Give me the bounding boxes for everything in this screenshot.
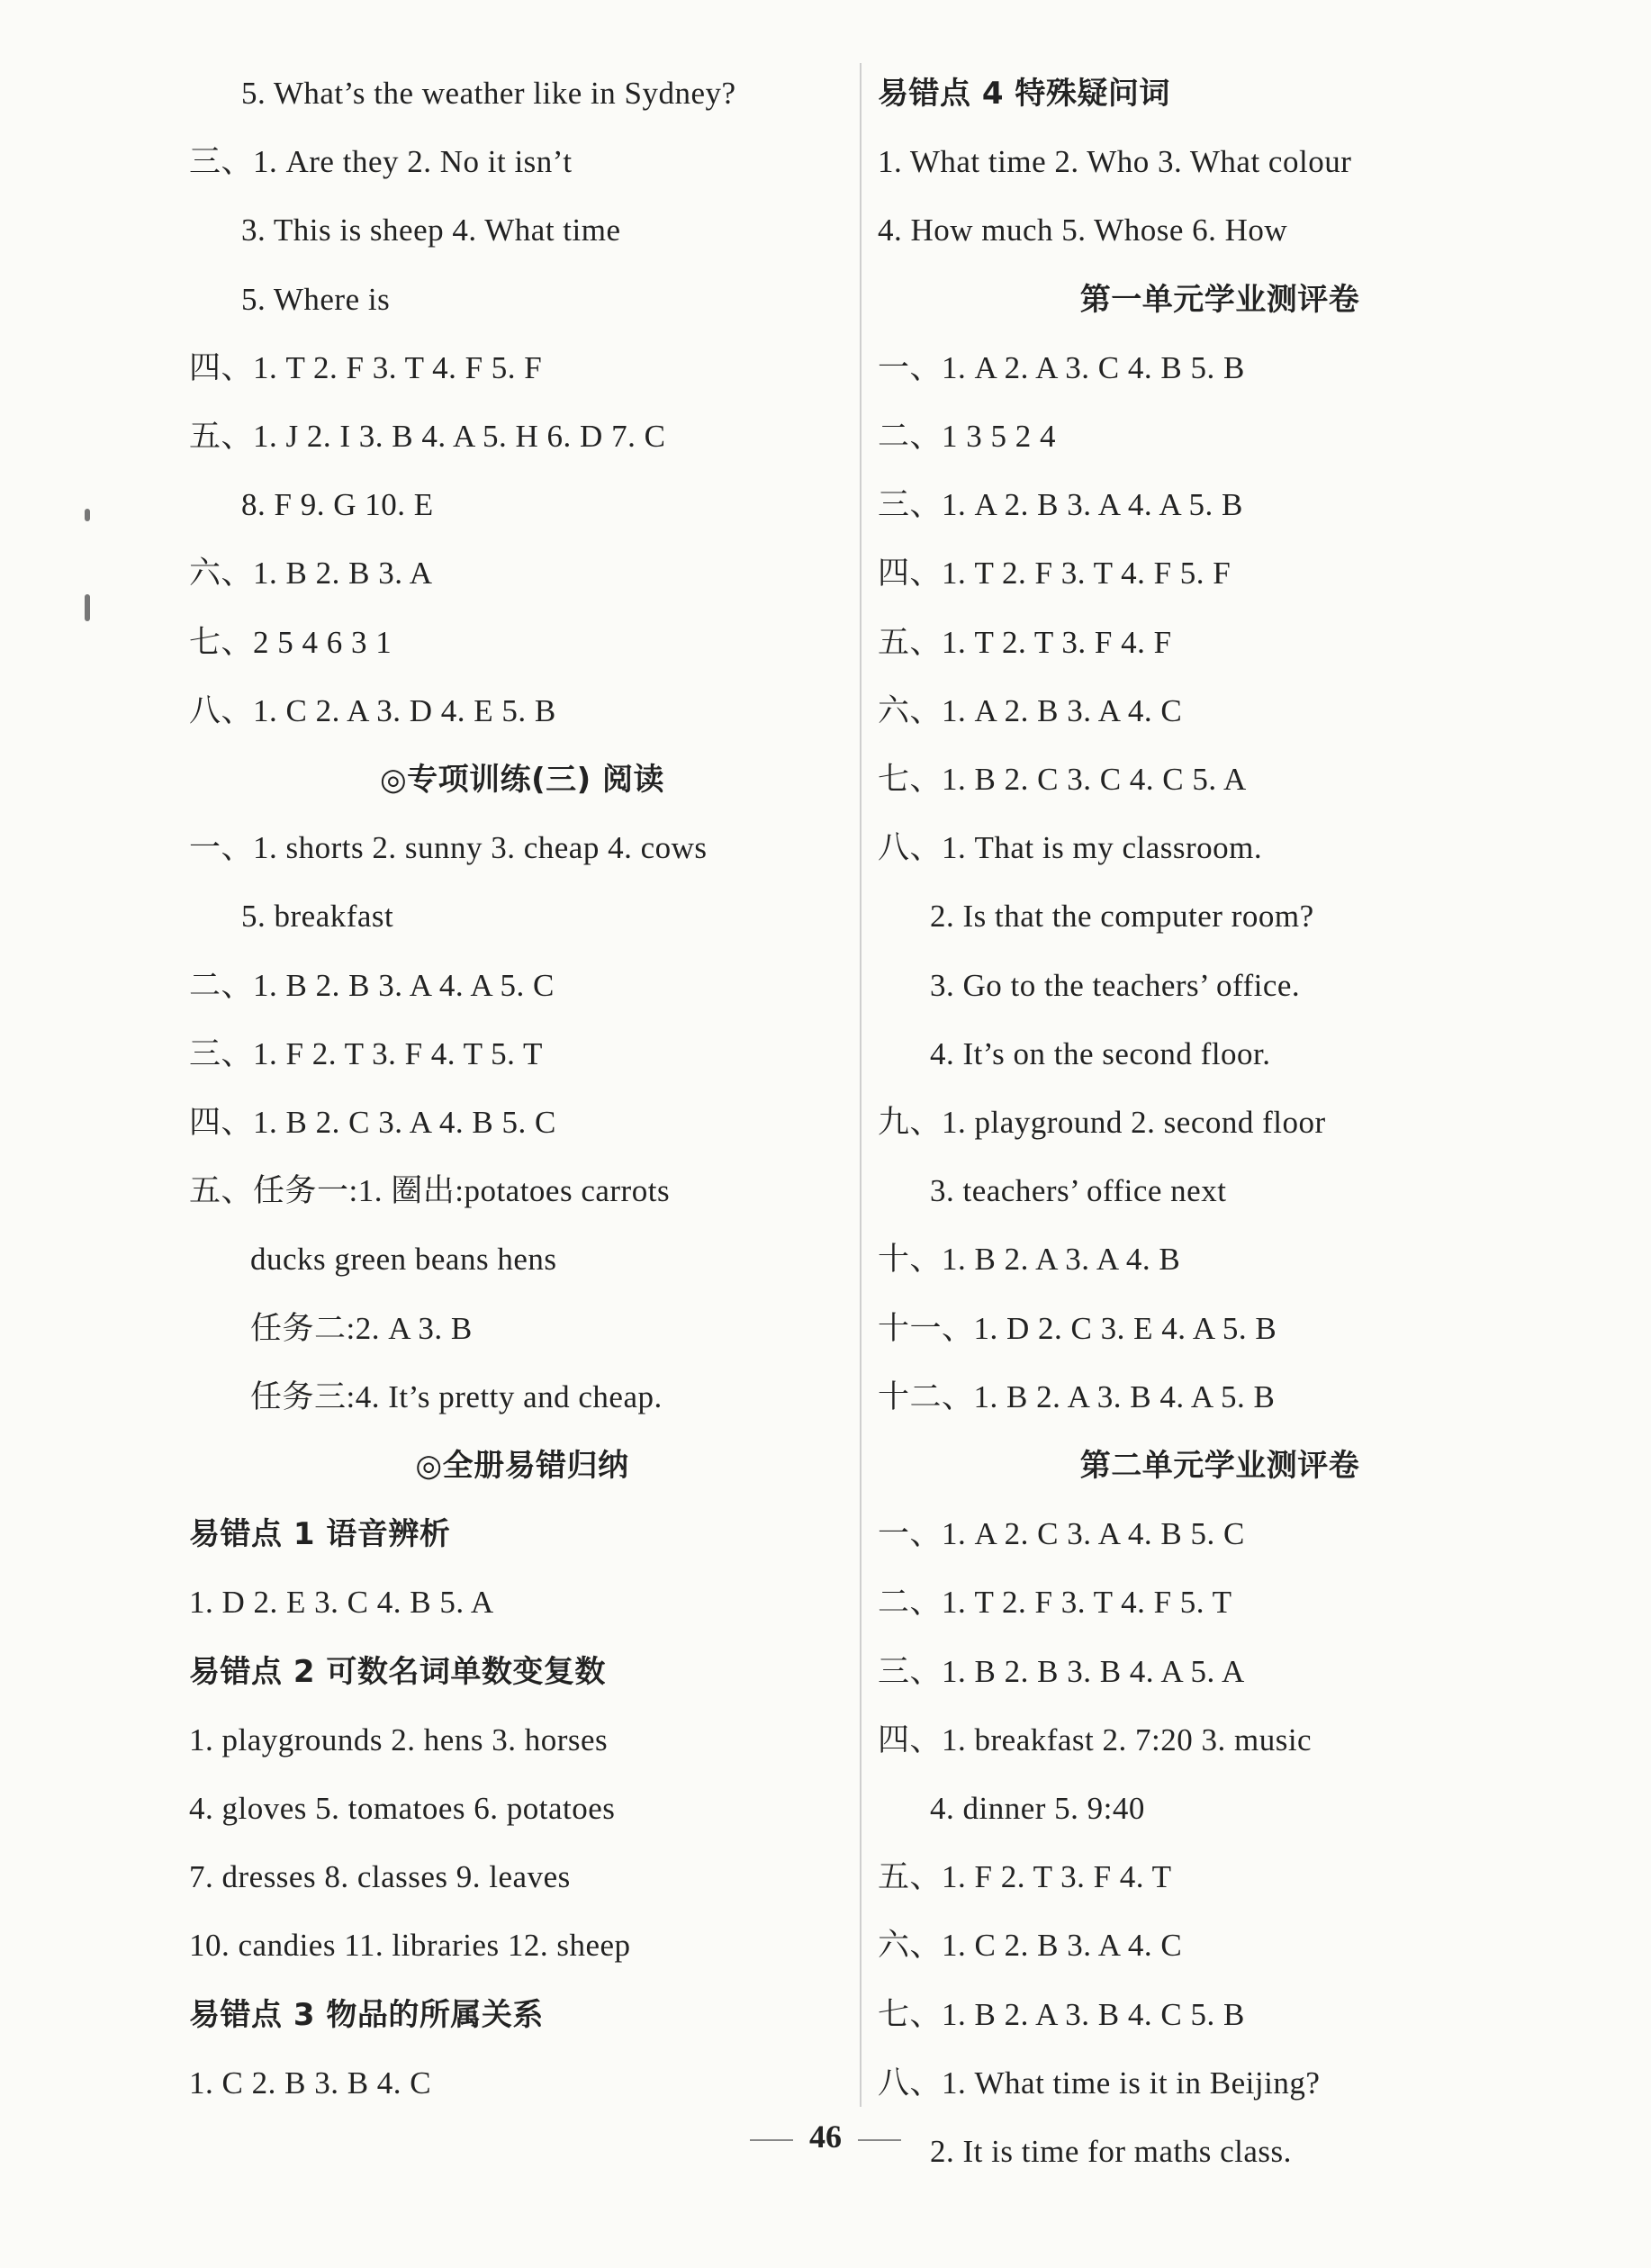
right-column-line: 第一单元学业测评卷 [1079,281,1360,318]
right-column-line: 第二单元学业测评卷 [1079,1448,1360,1484]
left-column-line: 四、1. B 2. C 3. A 4. B 5. C [189,1105,556,1140]
left-column-line: 八、1. C 2. A 3. D 4. E 5. B [189,692,556,728]
right-column-line: 七、1. B 2. A 3. B 4. C 5. B [878,1996,1245,2032]
right-column-line: 四、1. T 2. F 3. T 4. F 5. F [878,556,1231,592]
left-column-line: 5. Where is [241,281,391,317]
right-column-line: 四、1. breakfast 2. 7:20 3. music [878,1721,1313,1757]
left-column-line: 五、任务一:1. 圈出:potatoes carrots [189,1173,671,1209]
left-column-line: ◎专项训练(三) 阅读 [379,762,665,798]
right-column-line: 九、1. playground 2. second floor [878,1105,1326,1140]
margin-mark [85,509,90,521]
right-column-line: 七、1. B 2. C 3. C 4. C 5. A [878,762,1247,797]
left-column-line: 一、1. shorts 2. sunny 3. cheap 4. cows [189,830,708,866]
right-column-line: 八、1. What time is it in Beijing? [878,2065,1321,2101]
right-column-line: 易错点 4 特殊疑问词 [878,76,1170,112]
left-column-line: 7. dresses 8. classes 9. leaves [189,1859,571,1895]
left-column-line: 七、2 5 4 6 3 1 [189,624,392,660]
right-column-line: 2. It is time for maths class. [930,2134,1292,2169]
left-column-line: 任务三:4. It’s pretty and cheap. [250,1378,663,1414]
left-column-line: 二、1. B 2. B 3. A 4. A 5. C [189,967,555,1003]
right-column-line: 3. teachers’ office next [930,1173,1227,1209]
right-column-line: 4. How much 5. Whose 6. How [878,212,1288,248]
left-column-line: 四、1. T 2. F 3. T 4. F 5. F [189,349,543,385]
right-column-line: 八、1. That is my classroom. [878,830,1263,866]
right-column-line: 十、1. B 2. A 3. A 4. B [878,1242,1181,1278]
right-column-line: 二、1 3 5 2 4 [878,419,1057,454]
right-column-line: 二、1. T 2. F 3. T 4. F 5. T [878,1585,1232,1621]
column-divider [860,63,862,2107]
footer-dash-right [858,2139,901,2141]
left-column-line: 六、1. B 2. B 3. A [189,556,433,592]
right-column-line: 4. dinner 5. 9:40 [930,1791,1145,1826]
right-column-line: 十一、1. D 2. C 3. E 4. A 5. B [878,1310,1277,1346]
right-column-line: 2. Is that the computer room? [930,899,1314,935]
left-column-line: 1. C 2. B 3. B 4. C [189,2065,432,2101]
right-column-line: 一、1. A 2. C 3. A 4. B 5. C [878,1516,1245,1552]
right-column-line: 六、1. A 2. B 3. A 4. C [878,692,1183,728]
right-column-line: 1. What time 2. Who 3. What colour [878,144,1352,180]
right-column-line: 五、1. F 2. T 3. F 4. T [878,1859,1172,1895]
right-column-line: 三、1. A 2. B 3. A 4. A 5. B [878,487,1243,523]
left-column-line: 8. F 9. G 10. E [241,487,434,523]
right-column-line: 3. Go to the teachers’ office. [930,967,1301,1003]
right-column-line: 十二、1. B 2. A 3. B 4. A 5. B [878,1378,1276,1414]
left-column-line: 易错点 1 语音辨析 [189,1516,451,1553]
footer-dash-left [750,2139,793,2141]
page-number: 46 [809,2119,842,2155]
left-column-line: ◎全册易错归纳 [415,1448,629,1484]
right-column-line: 五、1. T 2. T 3. F 4. F [878,624,1172,660]
margin-mark [85,594,90,621]
left-column-line: 10. candies 11. libraries 12. sheep [189,1928,631,1964]
left-column-line: 1. D 2. E 3. C 4. B 5. A [189,1585,494,1621]
left-column-line: 5. breakfast [241,899,394,935]
left-column-line: 任务二:2. A 3. B [250,1310,473,1346]
page-footer [0,2118,1651,2155]
right-column-line: 三、1. B 2. B 3. B 4. A 5. A [878,1653,1245,1689]
left-column-line: 5. What’s the weather like in Sydney? [241,76,736,111]
right-column-line: 六、1. C 2. B 3. A 4. C [878,1928,1183,1964]
left-column-line: 三、1. F 2. T 3. F 4. T 5. T [189,1035,543,1071]
left-column-line: 4. gloves 5. tomatoes 6. potatoes [189,1791,616,1826]
right-column-line: 一、1. A 2. A 3. C 4. B 5. B [878,349,1245,385]
left-column-line: 易错点 3 物品的所属关系 [189,1996,544,2033]
left-column-line: 五、1. J 2. I 3. B 4. A 5. H 6. D 7. C [189,419,666,454]
left-column-line: 三、1. Are they 2. No it isn’t [189,144,573,180]
left-column-line: 易错点 2 可数名词单数变复数 [189,1653,606,1690]
left-column-line: 1. playgrounds 2. hens 3. horses [189,1721,609,1757]
right-column-line: 4. It’s on the second floor. [930,1035,1271,1071]
left-column-line: 3. This is sheep 4. What time [241,212,621,248]
left-column-line: ducks green beans hens [250,1242,557,1278]
